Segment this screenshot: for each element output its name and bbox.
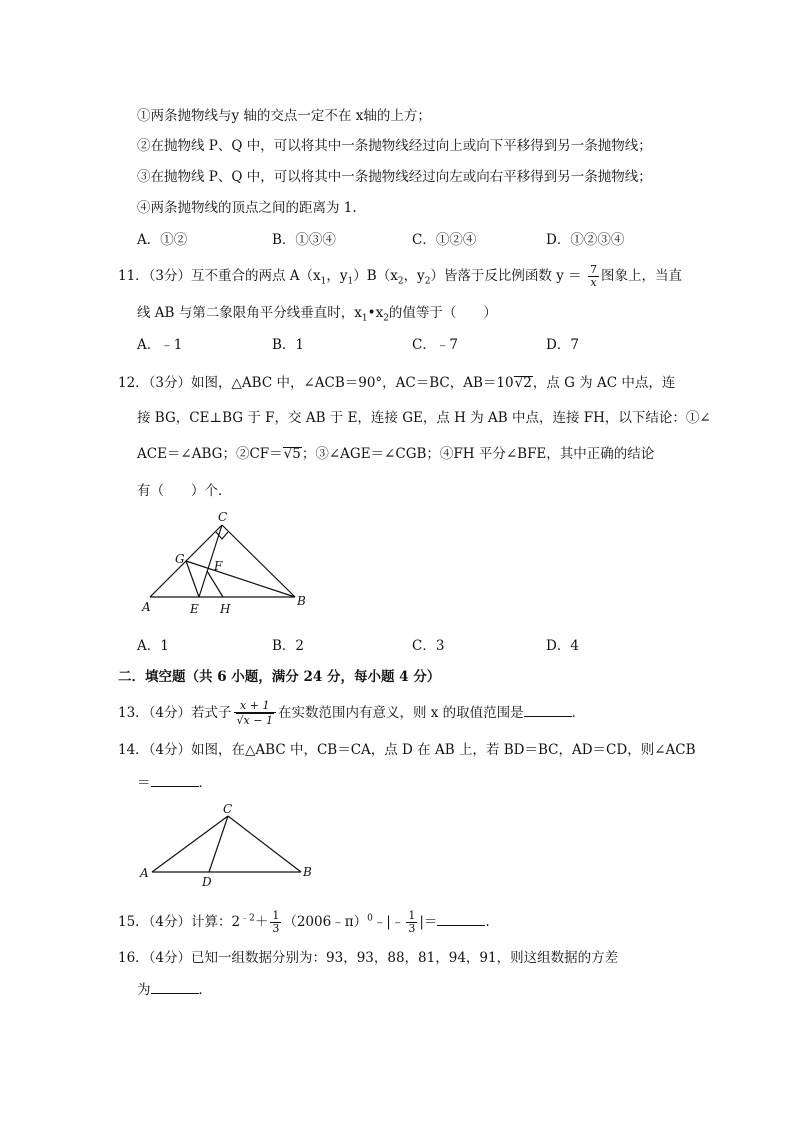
q12-option-b[interactable]: B．2 <box>272 638 305 654</box>
q14-triangle-figure <box>138 800 323 890</box>
q10-option-b[interactable]: B．①③④ <box>272 232 336 248</box>
q12-line-4: 有（ ）个． <box>137 483 232 499</box>
q12-line-1: 12．（3分）如图，△ABC 中，∠ACB＝90°，AC＝BC，AB＝10√2，点 G 为 AC 中点，连 <box>118 375 676 391</box>
q12-label-c: C <box>218 510 228 524</box>
q15-answer-blank[interactable] <box>437 913 485 926</box>
q12-segment-fh <box>207 571 223 597</box>
q12-label-a: A <box>142 600 151 614</box>
q12-label-b: B <box>297 594 306 608</box>
q16-line-2: 为 ． <box>137 982 212 998</box>
q12-label-f: F <box>214 559 223 573</box>
q12-label-g: G <box>175 552 185 566</box>
q10-option-c[interactable]: C．①②④ <box>412 232 477 248</box>
q15-fraction-2: $\frac{1}{3}$ <box>408 909 416 935</box>
q14-label-b: B <box>303 865 312 879</box>
q16-line-1: 16．（4分）已知一组数据分别为：93，93，88，81，94，91，则这组数据的方差 <box>118 950 619 966</box>
sqrt-five: √5 <box>283 446 301 462</box>
q12-label-h: H <box>220 602 231 616</box>
q14-answer-blank[interactable] <box>151 774 199 787</box>
q12-label-e: E <box>190 602 199 616</box>
q14-side-ac <box>152 816 228 872</box>
q12-segment-bg <box>186 561 295 597</box>
q14-label-c: C <box>223 802 233 816</box>
q13-line: 13．（4分）若式子 $\frac{x + 1}{√x - 1}$ 在实数范围内有意义，则 x 的取值范围是 ． <box>118 699 586 727</box>
q12-line-3: ACE＝∠ABG；②CF＝√5；③∠AGE＝∠CGB；④FH 平分∠BFE，其中正确的结论 <box>137 446 655 462</box>
q11-option-d[interactable]: D．7 <box>546 337 579 353</box>
q10-statement-3: ③在抛物线 P、Q 中，可以将其中一条抛物线经过向左或向右平移得到另一条抛物线； <box>137 169 652 185</box>
q15-fraction-1: $\frac{1}{3}$ <box>272 909 280 935</box>
q12-option-a[interactable]: A．1 <box>137 638 169 654</box>
q10-statement-1: ①两条抛物线与y 轴的交点一定不在 x轴的上方； <box>137 108 431 124</box>
q14-label-a: A <box>140 866 149 880</box>
q12-segment-ge <box>186 561 199 597</box>
q14-line-2: ＝ ． <box>137 775 212 791</box>
q12-triangle-figure <box>140 505 320 620</box>
q11-line-1: 11．（3分）互不重合的两点 $A(x_1$，$y_1)B(x_2$，$y_2$）皆落于反比例函数 y ＝ $\frac{7}{x}$ 图象上，当直 <box>118 263 682 289</box>
sqrt-two: √2 <box>514 375 532 391</box>
q11-option-b[interactable]: B．1 <box>272 337 305 353</box>
q16-answer-blank[interactable] <box>151 981 199 994</box>
q13-fraction: $\frac{x + 1}{√x - 1}$ <box>234 700 276 727</box>
q12-side-cb <box>222 525 295 597</box>
q12-line-2: 接 BG，CE⊥BG 于 F，交 AB 于 E，连接 GE，点 H 为 AB 中点，连接 FH，以下结论：①∠ <box>137 410 711 426</box>
q11-option-a[interactable]: A．﹣1 <box>137 337 183 353</box>
q14-label-d: D <box>202 875 212 889</box>
q12-option-d[interactable]: D．4 <box>546 638 579 654</box>
section-2-heading: 二．填空题（共 6 小题，满分 24 分，每小题 4 分） <box>118 669 441 685</box>
q12-option-c[interactable]: C．3 <box>412 638 445 654</box>
q15-line: 15．（4分）计算：$2^{﹣2}+$ $\frac{1}{3}$ （2006﹣π）$^0$﹣|﹣ $\frac{1}{3}$ |＝ ． <box>118 909 499 935</box>
q13-answer-blank[interactable] <box>524 704 572 717</box>
q11-line-2: 线 AB 与第二象限角平分线垂直时，$x_1•x_2$的值等于（ ） <box>137 305 497 324</box>
q11-option-c[interactable]: C．﹣7 <box>412 337 458 353</box>
q10-option-a[interactable]: A．①② <box>137 232 188 248</box>
q14-side-cb <box>228 816 301 872</box>
q10-statement-4: ④两条抛物线的顶点之间的距离为 1. <box>137 200 357 216</box>
q14-line-1: 14．（4分）如图，在△ABC 中，CB＝CA，点 D 在 AB 上，若 BD＝BC，AD＝CD，则∠ACB <box>118 742 696 758</box>
q10-statement-2: ②在抛物线 P、Q 中，可以将其中一条抛物线经过向上或向下平移得到另一条抛物线； <box>137 138 652 154</box>
q11-fraction: $\frac{7}{x}$ <box>589 263 597 289</box>
q14-segment-cd <box>209 816 228 872</box>
q10-option-d[interactable]: D．①②③④ <box>546 232 625 248</box>
